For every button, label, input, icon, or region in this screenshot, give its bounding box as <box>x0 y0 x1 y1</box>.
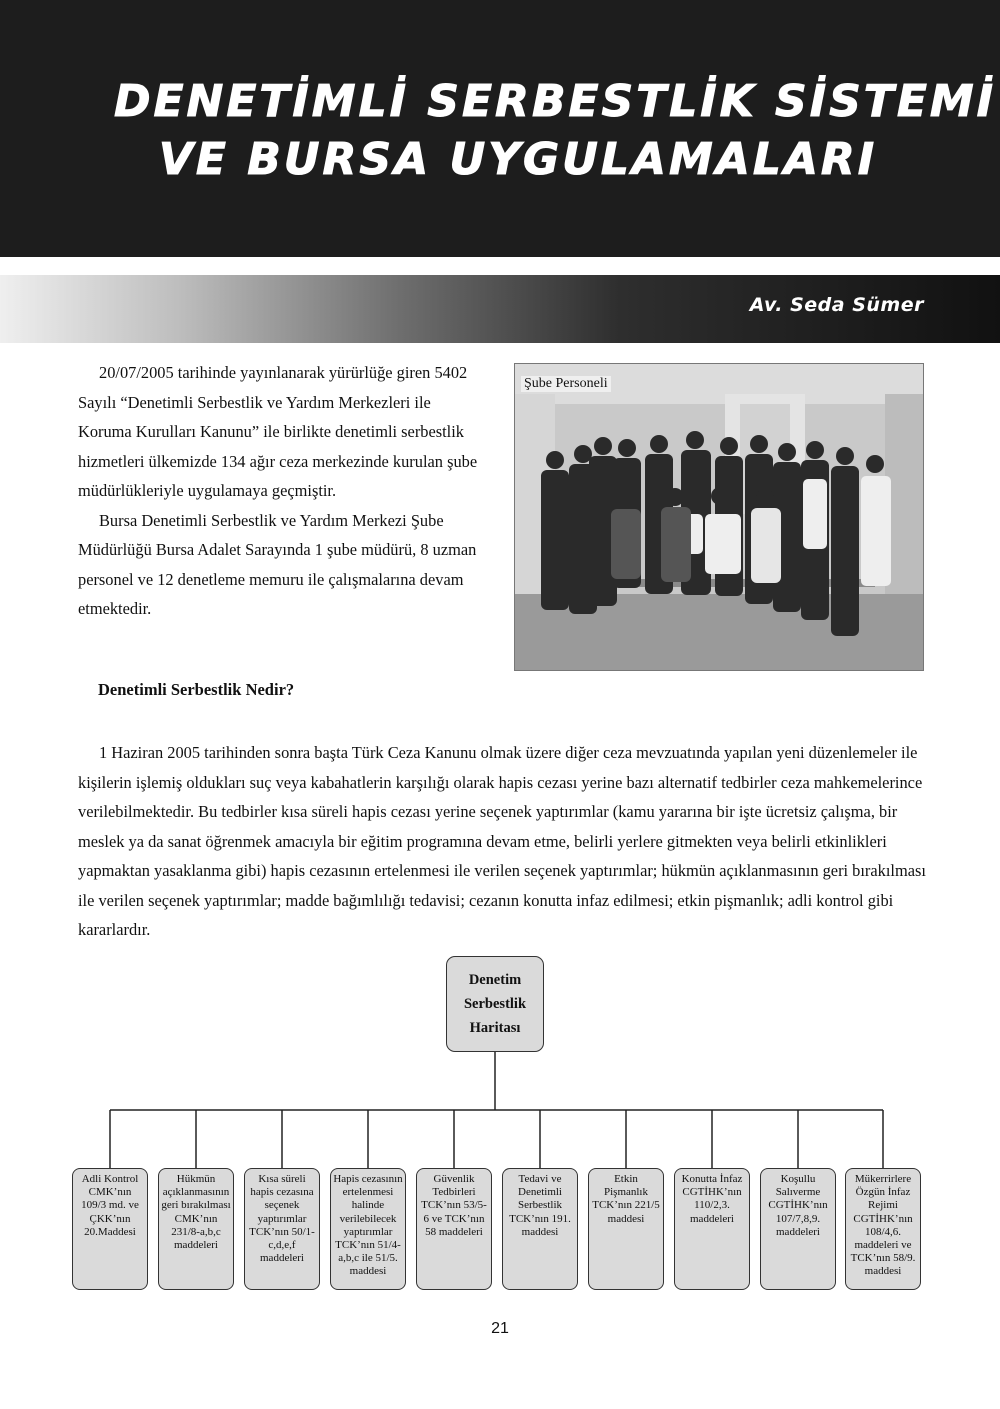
diagram-leaf-konutta-infaz: Konutta İnfaz CGTİHK’nın 110/2,3. maddeleri <box>674 1168 750 1290</box>
diagram-leaf-guvenlik-tedbirleri: Güvenlik Tedbirleri TCK’nın 53/5-6 ve TCK’nın 58 maddeleri <box>416 1168 492 1290</box>
diagram-leaf-erteleme: Hapis cezasının ertelenmesi halinde verilebilecek yaptırımlar TCK’nın 51/4- a,b,c ile 51/5. maddesi <box>330 1168 406 1290</box>
supervision-map-diagram <box>0 950 1000 1300</box>
diagram-leaf-adli-kontrol: Adli Kontrol CMK’nın 109/3 md. ve ÇKK’nın 20.Maddesi <box>72 1168 148 1290</box>
staff-photo <box>514 363 924 671</box>
group-photo-illustration <box>515 364 923 670</box>
page-title-line1: DENETİMLİ SERBESTLİK SİSTEMİ <box>113 76 997 127</box>
intro-text <box>78 358 488 624</box>
author-name: Av. Seda Sümer <box>749 294 924 316</box>
page-title-line2: VE BURSA UYGULAMALARI <box>158 134 878 185</box>
section-heading: Denetimli Serbestlik Nedir? <box>98 680 295 699</box>
diagram-leaf-etkin-pismanlik: Etkin Pişmanlık TCK’nın 221/5 maddesi <box>588 1168 664 1290</box>
page-header <box>0 0 1000 257</box>
section-body <box>78 738 928 945</box>
diagram-leaf-hagb: Hükmün açıklanmasının geri bırakılması CMK’nın 231/8-a,b,c maddeleri <box>158 1168 234 1290</box>
section-paragraph: 1 Haziran 2005 tarihinden sonra başta Türk Ceza Kanunu olmak üzere diğer ceza mevzuatında yapılan yeni düzenlemeler ile kişilerin işlemiş oldukları suç veya kabahatlerin karşılığı olarak hapis cezası yerine bazı alternatif tedbirler ceza mahkemelerince verilebilmektedir. Bu tedbirler kısa süreli hapis cezası yerine seçenek yaptırımlar (kamu yararına bir işte ücretsiz çalışma, bir meslek ya da sanat öğrenmek amacıyla bir eğitim programına devam etme, belirli yerlere gitmekten veya belirli etkinlikleri yapmaktan yasaklanma gibi) hapis cezasının ertelenmesi ile verilen seçenek yaptırımlar; hükmün açıklanmasının geri bırakılması ile verilen seçenek yaptırımlar; madde bağımlılığı tedavisi; cezanın konutta infaz edilmesi; etkin pişmanlık; adli kontrol gibi kararlardır. <box>78 743 926 939</box>
diagram-root-box: Denetim Serbestlik Haritası <box>446 956 544 1052</box>
intro-paragraph-2: Bursa Denetimli Serbestlik ve Yardım Merkezi Şube Müdürlüğü Bursa Adalet Sarayında 1 şube müdürü, 8 uzman personel ve 12 denetleme memuru ile çalışmalarına devam etmektedir. <box>78 510 477 618</box>
intro-paragraph-1: 20/07/2005 tarihinde yayınlanarak yürürlüğe giren 5402 Sayılı “Denetimli Serbestlik ve Yardım Merkezleri ile Koruma Kurulları Kanunu” ile birlikte denetimli serbestlik hizmetleri ülkemizde 134 ağır ceza merkezinde kurulan şube müdürlükleriyle uygulamaya geçmiştir. <box>78 363 478 500</box>
page-number: 21 <box>491 1320 509 1337</box>
photo-caption: Şube Personeli <box>521 376 611 392</box>
diagram-leaf-kisa-sureli-hapis: Kısa süreli hapis cezasına seçenek yaptırımlar TCK’nın 50/1-c,d,e,f maddeleri <box>244 1168 320 1290</box>
diagram-leaf-tedavi: Tedavi ve Denetimli Serbestlik TCK’nın 191. maddesi <box>502 1168 578 1290</box>
diagram-leaf-mukerrir: Mükerrirlere Özgün İnfaz Rejimi CGTİHK’nın 108/4,6. maddeleri ve TCK’nın 58/9. maddesi <box>845 1168 921 1290</box>
diagram-leaf-kosullu-saliverme: Koşullu Salıverme CGTİHK’nın 107/7,8,9. maddeleri <box>760 1168 836 1290</box>
author-band <box>0 275 1000 343</box>
